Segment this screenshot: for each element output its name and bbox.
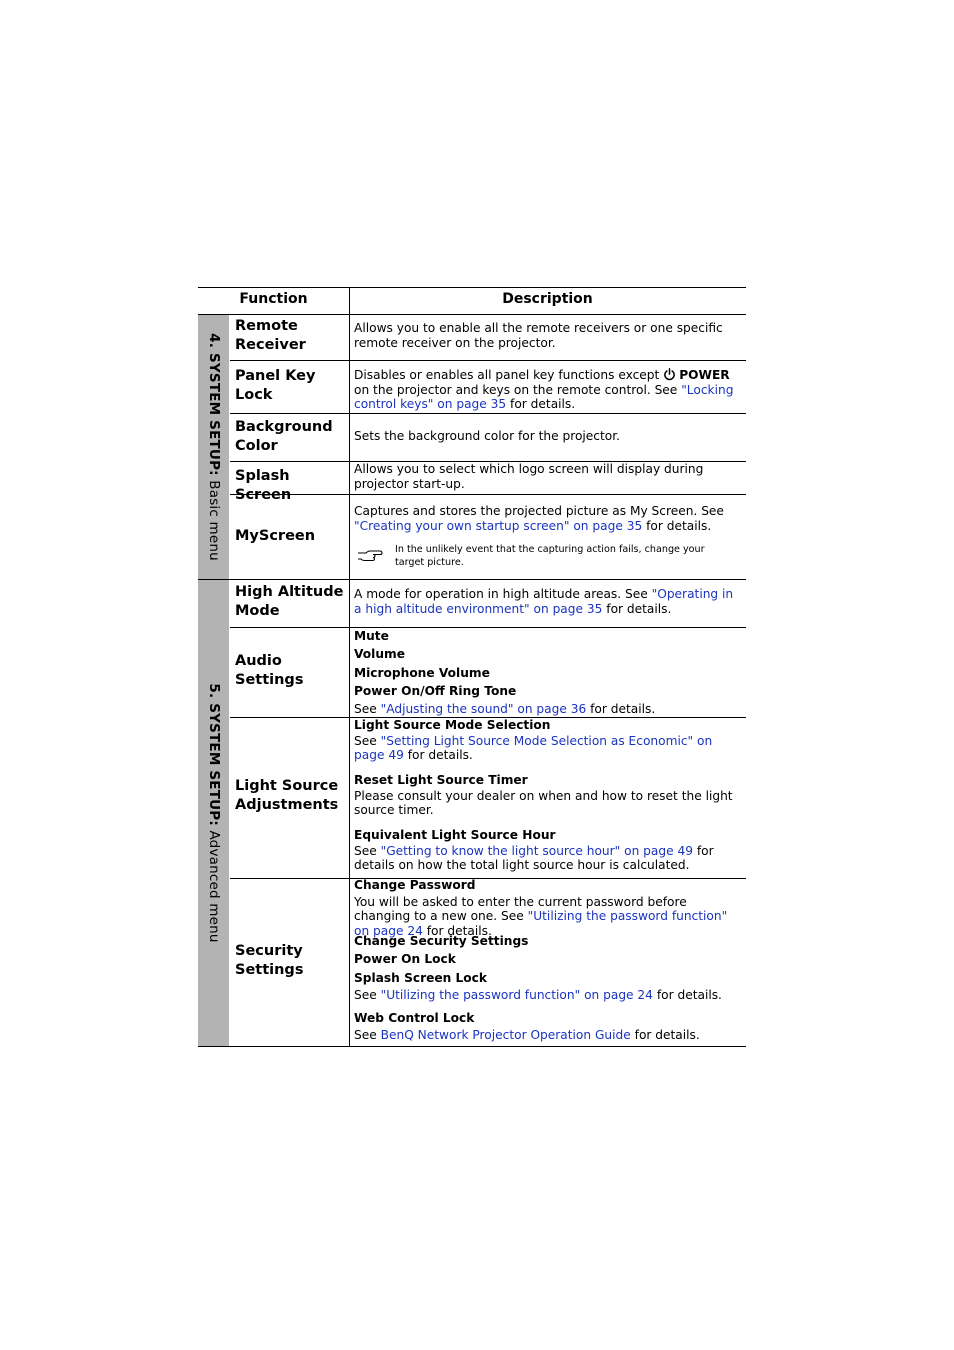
pointing-hand-icon xyxy=(356,547,384,563)
function-security-settings: Security Settings xyxy=(235,943,304,978)
function-light-source-adjustments: Light Source Adjustments xyxy=(235,778,339,813)
link-locking-control-keys[interactable]: "Locking control keys" on page 35 xyxy=(354,382,734,412)
link-creating-startup-screen[interactable]: "Creating your own startup screen" on page 35 xyxy=(354,518,643,533)
table-top-rule xyxy=(198,287,746,288)
desc-audio-settings: Mute Volume Microphone Volume Power On/Off Ring Tone See "Adjusting the sound" on page 36 for details. xyxy=(354,629,656,716)
security-item: Splash Screen Lock xyxy=(354,970,488,985)
audio-item: Mute xyxy=(354,629,389,643)
section-band-advanced xyxy=(198,580,229,1046)
column-header-description: Description xyxy=(502,291,593,307)
section-band-basic xyxy=(198,315,229,579)
security-item: Power On Lock xyxy=(354,952,456,967)
note-myscreen: In the unlikely event that the capturing action fails, change your target picture. xyxy=(395,544,705,568)
audio-item: Microphone Volume xyxy=(354,665,490,680)
row-rule xyxy=(230,360,746,361)
section-label-basic: 4. SYSTEM SETUP: Basic menu xyxy=(205,333,222,561)
link-password-function[interactable]: "Utilizing the password function" on page 24 xyxy=(354,909,728,938)
desc-background-color: Sets the background color for the projector. xyxy=(354,429,620,443)
desc-security-items: Change Security Settings Power On Lock Splash Screen Lock See "Utilizing the password function" on page 24 for details. xyxy=(354,934,722,1003)
desc-myscreen: Captures and stores the projected picture as My Screen. See "Creating your own startup screen" on page 35 for details. xyxy=(354,504,724,533)
section-label-advanced: 5. SYSTEM SETUP: Advanced menu xyxy=(205,683,222,943)
function-remote-receiver: Remote Receiver xyxy=(235,318,306,353)
function-background-color: Background Color xyxy=(235,419,333,454)
link-light-source-mode[interactable]: "Setting Light Source Mode Selection as Economic" on page 49 xyxy=(354,733,713,763)
link-network-guide[interactable]: BenQ Network Projector Operation Guide xyxy=(380,1027,631,1042)
security-item: Change Security Settings xyxy=(354,934,529,948)
desc-light-source-mode: Light Source Mode Selection See "Setting Light Source Mode Selection as Economic" on page 49 for details. xyxy=(354,718,713,763)
row-rule xyxy=(230,413,746,414)
link-password-function-2[interactable]: "Utilizing the password function" on page 24 xyxy=(380,988,653,1003)
desc-reset-light-source: Reset Light Source Timer Please consult your dealer on when and how to reset the light source timer. xyxy=(354,773,733,818)
audio-item: Volume xyxy=(354,647,405,662)
desc-panel-key-lock: Disables or enables all panel key functions except POWER on the projector and keys on the remote control. See "Locking control keys" on page 35 for details. xyxy=(354,368,734,412)
column-header-function: Function xyxy=(239,291,308,307)
function-myscreen: MyScreen xyxy=(235,528,316,544)
link-adjusting-sound[interactable]: "Adjusting the sound" on page 36 xyxy=(380,701,587,716)
power-icon xyxy=(663,368,676,381)
desc-splash-screen: Allows you to select which logo screen will display during projector start-up. xyxy=(354,462,704,491)
desc-high-altitude-mode: A mode for operation in high altitude areas. See "Operating in a high altitude environment" on page 35 for details. xyxy=(354,587,734,616)
table-bottom-rule xyxy=(198,1046,746,1047)
header-rule xyxy=(198,314,746,315)
link-light-source-hour[interactable]: "Getting to know the light source hour" on page 49 xyxy=(380,843,694,858)
function-audio-settings: Audio Settings xyxy=(235,653,304,688)
desc-web-control-lock: Web Control Lock See BenQ Network Projector Operation Guide for details. xyxy=(354,1011,700,1042)
desc-light-source-hour: Equivalent Light Source Hour See "Getting to know the light source hour" on page 49 for details on how the total light source hour is calculated. xyxy=(354,828,714,873)
function-high-altitude-mode: High Altitude Mode xyxy=(235,584,344,619)
function-panel-key-lock: Panel Key Lock xyxy=(235,368,316,403)
desc-change-password: Change Password You will be asked to enter the current password before changing to a new one. See "Utilizing the password function" on page 24 for details. xyxy=(354,878,728,938)
desc-remote-receiver: Allows you to enable all the remote receivers or one specific remote receiver on the projector. xyxy=(354,321,723,350)
audio-item: Power On/Off Ring Tone xyxy=(354,684,517,699)
section-rule xyxy=(198,579,746,580)
function-splash-screen: Splash Screen xyxy=(235,468,292,503)
link-high-altitude[interactable]: "Operating in a high altitude environment" on page 35 xyxy=(354,587,734,616)
column-divider xyxy=(349,287,350,1047)
